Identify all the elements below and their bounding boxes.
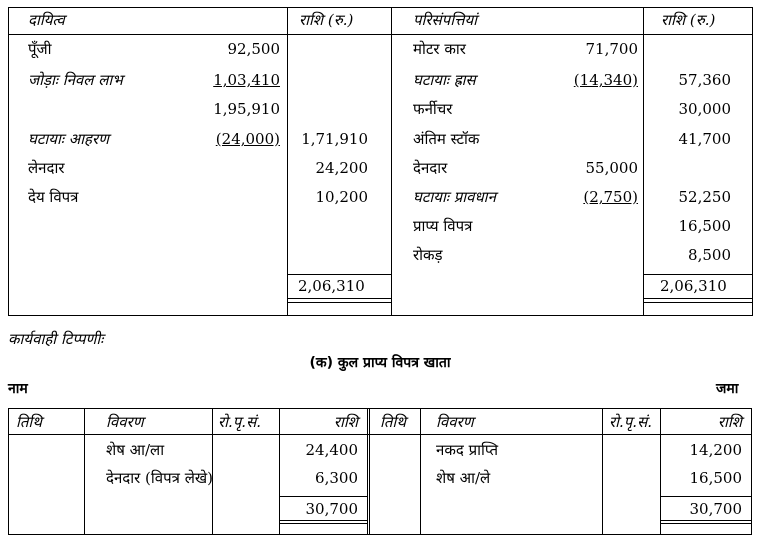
asset-total: 2,06,310 bbox=[660, 277, 727, 295]
ledger-debit-label: नाम bbox=[8, 381, 28, 397]
asset-motor-car-net-outer: 57,360 bbox=[678, 71, 731, 89]
bs-col-divider-3 bbox=[643, 7, 644, 316]
bs-col-divider-1 bbox=[287, 7, 288, 316]
ledger-col-4b bbox=[369, 408, 370, 535]
ledger-header-particulars-credit: विवरण bbox=[436, 413, 474, 431]
liability-less-drawings-label: घटायाः आहरण bbox=[28, 130, 109, 148]
liability-bills-payable-outer: 10,200 bbox=[315, 188, 368, 206]
liability-less-drawings-inner: (24,000) bbox=[215, 130, 280, 148]
asset-bills-receivable-label: प्राप्य विपत्र bbox=[413, 217, 473, 235]
ledger-col-5 bbox=[420, 408, 421, 535]
ledger-debit-row-particulars: देनदार (विपत्र लेखे) bbox=[106, 469, 213, 487]
ledger-debit-total-bot bbox=[279, 523, 367, 524]
bs-col-divider-2 bbox=[391, 7, 392, 316]
header-assets: परिसंपत्तियां bbox=[413, 11, 478, 29]
asset-less-depreciation-label: घटायाः ह्रास bbox=[413, 71, 476, 89]
bs-right-border bbox=[752, 7, 753, 316]
asset-closing-stock-label: अंतिम स्टॉक bbox=[413, 130, 480, 148]
ledger-col-1 bbox=[84, 408, 85, 535]
bs-bottom-border bbox=[8, 315, 753, 316]
bs-total-line-left-bot bbox=[287, 302, 391, 303]
asset-cash-label: रोकड़ bbox=[413, 246, 443, 264]
bs-total-line-left-mid bbox=[287, 298, 391, 299]
asset-furniture-label: फर्नीचर bbox=[413, 100, 453, 118]
ledger-header-amount-credit: राशि bbox=[717, 413, 742, 431]
liability-creditors-outer: 24,200 bbox=[315, 159, 368, 177]
header-amount-right: राशि (रु.) bbox=[661, 11, 716, 29]
liability-creditors-label: लेनदार bbox=[28, 159, 65, 177]
ledger-credit-row-particulars: नकद प्राप्ति bbox=[436, 441, 499, 459]
asset-closing-stock-outer: 41,700 bbox=[678, 130, 731, 148]
ledger-debit-row-amount: 24,400 bbox=[305, 441, 358, 459]
ledger-credit-total-mid bbox=[660, 520, 751, 521]
ledger-col-3 bbox=[279, 408, 280, 535]
ledger-debit-total: 30,700 bbox=[305, 500, 358, 518]
ledger-left-border bbox=[8, 408, 9, 535]
liability-add-profit-inner: 1,03,410 bbox=[213, 71, 280, 89]
asset-bills-receivable-outer: 16,500 bbox=[678, 217, 731, 235]
asset-motor-car-inner: 71,700 bbox=[585, 40, 638, 58]
asset-debtors-label: देनदार bbox=[413, 159, 448, 177]
asset-less-provision-inner: (2,750) bbox=[583, 188, 638, 206]
asset-less-depreciation-inner: (14,340) bbox=[573, 71, 638, 89]
ledger-header-date-credit: तिथि bbox=[380, 413, 406, 431]
ledger-bottom-border bbox=[8, 534, 752, 535]
liability-subtotal-inner: 1,95,910 bbox=[213, 100, 280, 118]
ledger-credit-row-particulars: शेष आ/ले bbox=[436, 469, 491, 487]
bs-left-border bbox=[8, 7, 9, 316]
asset-furniture-outer: 30,000 bbox=[678, 100, 731, 118]
ledger-debit-total-mid bbox=[279, 520, 367, 521]
liability-bills-payable-label: देय विपत्र bbox=[28, 188, 79, 206]
liability-capital-label: पूँजी bbox=[28, 40, 52, 58]
ledger-credit-label: जमा bbox=[716, 381, 739, 397]
ledger-title: (क) कुल प्राप्य विपत्र खाता bbox=[309, 355, 451, 371]
liability-add-profit-label: जोड़ाः निवल लाभ bbox=[28, 71, 123, 89]
bs-total-line-right-top bbox=[643, 274, 752, 275]
ledger-header-particulars-debit: विवरण bbox=[106, 413, 144, 431]
bs-total-line-right-mid bbox=[643, 298, 752, 299]
working-notes-label: कार्यवाही टिप्पणीः bbox=[8, 330, 104, 348]
bs-total-line-left-top bbox=[287, 274, 391, 275]
ledger-header-amount-debit: राशि bbox=[333, 413, 358, 431]
header-amount-left: राशि (रु.) bbox=[299, 11, 354, 29]
asset-less-provision-label: घटायाः प्रावधान bbox=[413, 188, 496, 206]
asset-motor-car-label: मोटर कार bbox=[413, 40, 466, 58]
ledger-header-jf-credit: रो.पृ.सं. bbox=[609, 413, 652, 431]
header-liabilities: दायित्व bbox=[28, 11, 65, 29]
ledger-credit-total-bot bbox=[660, 523, 751, 524]
bs-top-border bbox=[8, 7, 753, 8]
ledger-debit-total-top bbox=[279, 496, 367, 497]
asset-debtors-inner: 55,000 bbox=[585, 159, 638, 177]
ledger-top-border bbox=[8, 408, 752, 409]
ledger-right-border bbox=[751, 408, 752, 535]
asset-debtors-net-outer: 52,250 bbox=[678, 188, 731, 206]
ledger-col-6 bbox=[602, 408, 603, 535]
liability-capital-inner: 92,500 bbox=[227, 40, 280, 58]
ledger-credit-total: 30,700 bbox=[689, 500, 742, 518]
ledger-header-divider bbox=[8, 434, 752, 435]
ledger-debit-row-particulars: शेष आ/ला bbox=[106, 441, 165, 459]
bs-total-line-right-bot bbox=[643, 302, 752, 303]
bs-header-divider bbox=[8, 34, 753, 35]
ledger-col-4 bbox=[367, 408, 368, 535]
liability-net-capital-outer: 1,71,910 bbox=[301, 130, 368, 148]
liability-total: 2,06,310 bbox=[298, 277, 365, 295]
ledger-credit-row-amount: 14,200 bbox=[689, 441, 742, 459]
ledger-header-jf-debit: रो.पृ.सं. bbox=[218, 413, 261, 431]
ledger-col-7 bbox=[660, 408, 661, 535]
ledger-credit-row-amount: 16,500 bbox=[689, 469, 742, 487]
ledger-header-date-debit: तिथि bbox=[16, 413, 42, 431]
ledger-debit-row-amount: 6,300 bbox=[315, 469, 358, 487]
asset-cash-outer: 8,500 bbox=[688, 246, 731, 264]
ledger-credit-total-top bbox=[660, 496, 751, 497]
